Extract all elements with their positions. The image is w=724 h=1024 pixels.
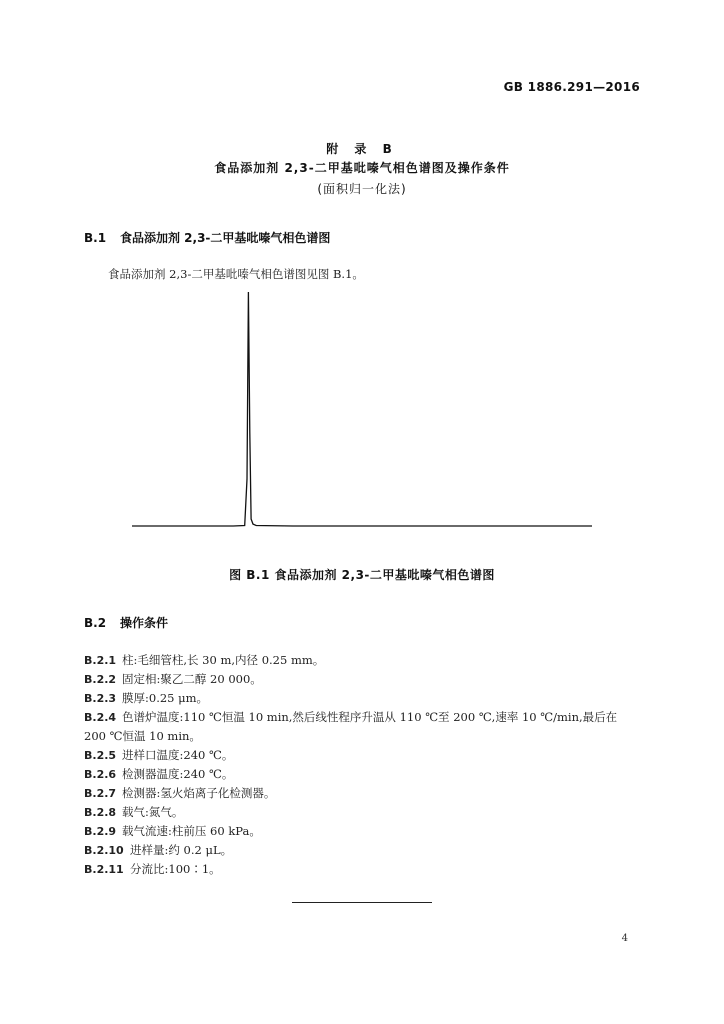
item-text: 检测器温度:240 ℃。 bbox=[122, 767, 234, 781]
item-number: B.2.1 bbox=[84, 654, 117, 667]
section-b1-heading bbox=[84, 229, 330, 246]
condition-item-continuation: 200 ℃恒温 10 min。 bbox=[84, 729, 201, 743]
section-title: 操作条件 bbox=[120, 616, 169, 630]
appendix-label: 附 录 B bbox=[326, 142, 398, 156]
item-number: B.2.5 bbox=[84, 749, 117, 762]
condition-item bbox=[84, 861, 221, 877]
condition-item bbox=[84, 747, 233, 763]
item-text: 载气:氮气。 bbox=[122, 805, 184, 819]
item-number: B.2.3 bbox=[84, 692, 117, 705]
appendix-title: 食品添加剂 2,3-二甲基吡嗪气相色谱图及操作条件 bbox=[214, 161, 510, 175]
item-number: B.2.6 bbox=[84, 768, 117, 781]
condition-item bbox=[84, 785, 275, 801]
condition-item bbox=[84, 652, 324, 668]
item-number: B.2.9 bbox=[84, 825, 117, 838]
item-text: 色谱炉温度:110 ℃恒温 10 min,然后线性程序升温从 110 ℃至 200 ℃,速率 10 ℃/min,最后在 bbox=[122, 710, 618, 724]
section-number: B.1 bbox=[84, 231, 107, 245]
item-text: 进样量:约 0.2 μL。 bbox=[130, 843, 233, 857]
section-title: 食品添加剂 2,3-二甲基吡嗪气相色谱图 bbox=[120, 231, 331, 245]
item-text: 进样口温度:240 ℃。 bbox=[122, 748, 234, 762]
item-text: 检测器:氢火焰离子化检测器。 bbox=[122, 786, 276, 800]
condition-item bbox=[84, 690, 208, 706]
condition-item bbox=[84, 766, 233, 782]
standard-code: GB 1886.291—2016 bbox=[503, 80, 640, 94]
section-b1-text: 食品添加剂 2,3-二甲基吡嗪气相色谱图见图 B.1。 bbox=[108, 267, 364, 281]
condition-item bbox=[84, 709, 617, 725]
section-number: B.2 bbox=[84, 616, 107, 630]
appendix-subtitle: (面积归一化法) bbox=[317, 182, 407, 196]
condition-item bbox=[84, 671, 262, 687]
condition-item bbox=[84, 823, 261, 839]
condition-item bbox=[84, 842, 232, 858]
section-b2-heading bbox=[84, 614, 168, 631]
item-text: 载气流速:柱前压 60 kPa。 bbox=[122, 824, 261, 838]
chromatogram bbox=[130, 286, 594, 536]
item-number: B.2.4 bbox=[84, 711, 117, 724]
item-text: 柱:毛细管柱,长 30 m,内径 0.25 mm。 bbox=[122, 653, 325, 667]
item-number: B.2.8 bbox=[84, 806, 117, 819]
item-number: B.2.10 bbox=[84, 844, 124, 857]
chromatogram-trace bbox=[132, 292, 592, 526]
item-text: 固定相:聚乙二醇 20 000。 bbox=[122, 672, 262, 686]
item-number: B.2.7 bbox=[84, 787, 117, 800]
page-number: 4 bbox=[621, 933, 628, 944]
item-text: 膜厚:0.25 μm。 bbox=[122, 691, 209, 705]
condition-item bbox=[84, 804, 183, 820]
item-number: B.2.2 bbox=[84, 673, 117, 686]
item-number: B.2.11 bbox=[84, 863, 124, 876]
footer-rule bbox=[292, 902, 432, 903]
item-text: 分流比:100∶1。 bbox=[130, 862, 221, 876]
figure-caption: 图 B.1 食品添加剂 2,3-二甲基吡嗪气相色谱图 bbox=[229, 568, 495, 582]
